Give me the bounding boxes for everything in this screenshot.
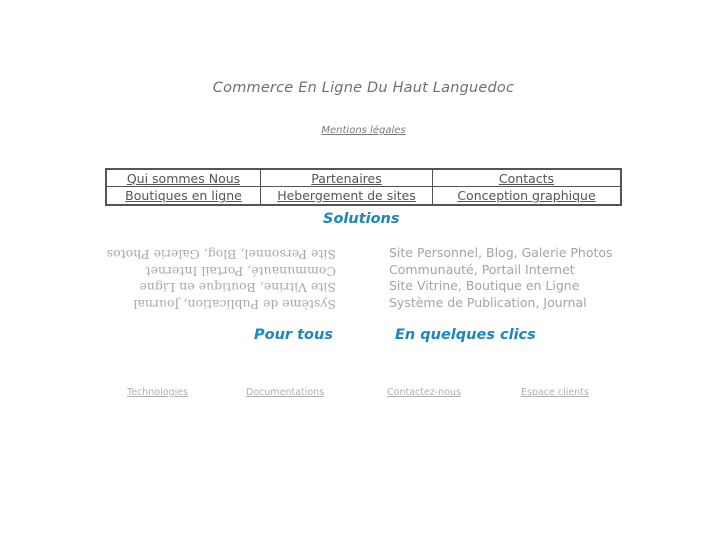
nav-link-partners[interactable]: Partenaires bbox=[261, 170, 433, 187]
site-title: Commerce En Ligne Du Haut Languedoc bbox=[212, 80, 515, 96]
feature-item: Système de Publication, Journal bbox=[389, 294, 587, 310]
nav-link-online-shops[interactable]: Boutiques en ligne bbox=[107, 187, 261, 204]
feature-item: Site Vitrine, Boutique en Ligne bbox=[389, 278, 580, 293]
reflection-line: Système de Publication, Journal bbox=[133, 297, 336, 312]
nav-link-about[interactable]: Qui sommes Nous bbox=[107, 170, 261, 187]
feature-item: Site Personnel, Blog, Galerie Photos bbox=[389, 245, 613, 260]
footer-link-documentation[interactable]: Documentations bbox=[246, 387, 325, 398]
features-reflection bbox=[100, 246, 336, 312]
feature-item: Communauté, Portail Internet bbox=[389, 261, 575, 277]
reflection-line: Communauté, Portail Internet bbox=[145, 264, 336, 279]
nav-link-contacts[interactable]: Contacts bbox=[433, 170, 620, 187]
footer-link-contact[interactable]: Contactez-nous bbox=[387, 387, 462, 398]
footer-link-technologies[interactable]: Technologies bbox=[127, 387, 189, 398]
tagline-left: Pour tous bbox=[254, 327, 333, 343]
reflection-line: Site Personnel, Blog, Galerie Photos bbox=[106, 247, 336, 263]
tagline-right: En quelques clics bbox=[395, 327, 536, 343]
legal-notice-link[interactable]: Mentions légales bbox=[321, 125, 406, 136]
footer-link-client-area[interactable]: Espace clients bbox=[521, 387, 589, 398]
legal-notice bbox=[0, 125, 727, 136]
nav-link-web-hosting[interactable]: Hebergement de sites bbox=[261, 187, 433, 204]
main-nav-table bbox=[105, 168, 622, 206]
solutions-heading: Solutions bbox=[323, 211, 400, 227]
reflection-line: Site Vitrine, Boutique en Ligne bbox=[139, 280, 336, 296]
nav-link-graphic-design[interactable]: Conception graphique bbox=[457, 188, 596, 203]
features-list bbox=[389, 245, 613, 311]
